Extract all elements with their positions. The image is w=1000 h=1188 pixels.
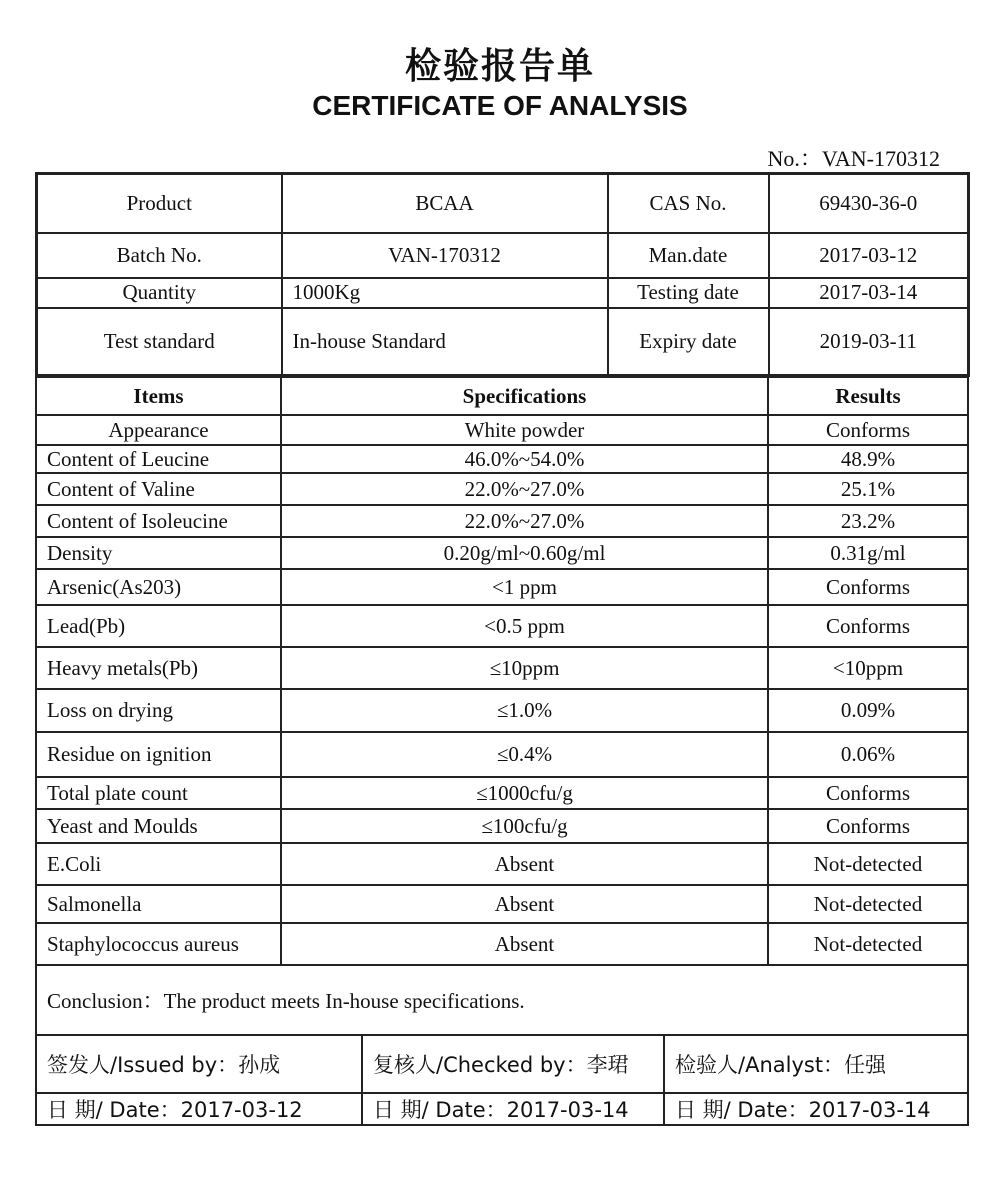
row-result: Conforms [768, 569, 968, 605]
row-item: Content of Isoleucine [36, 505, 281, 537]
row-item: Total plate count [36, 777, 281, 809]
row-result: 23.2% [768, 505, 968, 537]
man-date-value: 2017-03-12 [769, 233, 969, 278]
table-row [36, 473, 968, 505]
header-items: Items [36, 377, 281, 415]
signature-table [35, 1034, 969, 1126]
table-row [36, 777, 968, 809]
row-result: Conforms [768, 415, 968, 445]
info-row-quantity [37, 278, 969, 308]
expiry-date-value: 2019-03-11 [769, 308, 969, 376]
row-result: 0.09% [768, 689, 968, 732]
issued-by: 签发人/Issued by：孙成 [36, 1035, 362, 1093]
testing-date-label: Testing date [608, 278, 769, 308]
testing-date-value: 2017-03-14 [769, 278, 969, 308]
quantity-value: 1000Kg [282, 278, 608, 308]
row-result: <10ppm [768, 647, 968, 689]
checked-date: 日 期/ Date：2017-03-14 [362, 1093, 664, 1125]
row-spec: ≤1.0% [281, 689, 768, 732]
product-info-table [35, 172, 970, 377]
row-result: 25.1% [768, 473, 968, 505]
expiry-date-label: Expiry date [608, 308, 769, 376]
row-item: Salmonella [36, 885, 281, 923]
test-standard-label: Test standard [37, 308, 282, 376]
table-row [36, 923, 968, 965]
row-spec: ≤100cfu/g [281, 809, 768, 843]
table-row [36, 537, 968, 569]
document-title: CERTIFICATE OF ANALYSIS [312, 90, 688, 121]
row-item: Arsenic(As203) [36, 569, 281, 605]
batch-value: VAN-170312 [282, 233, 608, 278]
conclusion-row [36, 965, 968, 1035]
analyst-date: 日 期/ Date：2017-03-14 [664, 1093, 968, 1125]
product-value: BCAA [282, 174, 608, 233]
row-item: Density [36, 537, 281, 569]
signature-row [36, 1035, 968, 1093]
info-row-batch [37, 233, 969, 278]
row-spec: Absent [281, 923, 768, 965]
row-item: Heavy metals(Pb) [36, 647, 281, 689]
row-spec: Absent [281, 843, 768, 885]
info-row-standard [37, 308, 969, 376]
header-specifications: Specifications [281, 377, 768, 415]
table-row [36, 689, 968, 732]
row-result: Conforms [768, 777, 968, 809]
table-row [36, 885, 968, 923]
table-row [36, 605, 968, 647]
row-item: Residue on ignition [36, 732, 281, 777]
row-item: Loss on drying [36, 689, 281, 732]
conclusion-text: Conclusion：The product meets In-house specifications. [36, 965, 968, 1035]
analyst: 检验人/Analyst：任强 [664, 1035, 968, 1093]
row-item: Appearance [36, 415, 281, 445]
row-item: Lead(Pb) [36, 605, 281, 647]
info-row-product [37, 174, 969, 233]
row-item: Content of Valine [36, 473, 281, 505]
table-row [36, 843, 968, 885]
row-spec: ≤0.4% [281, 732, 768, 777]
row-spec: <1 ppm [281, 569, 768, 605]
table-row [36, 415, 968, 445]
cas-label: CAS No. [608, 174, 769, 233]
cas-value: 69430-36-0 [769, 174, 969, 233]
test-standard-value: In-house Standard [282, 308, 608, 376]
row-spec: White powder [281, 415, 768, 445]
row-item: E.Coli [36, 843, 281, 885]
row-spec: ≤10ppm [281, 647, 768, 689]
certificate-number: No.：VAN-170312 [767, 146, 940, 171]
row-spec: Absent [281, 885, 768, 923]
row-spec: 46.0%~54.0% [281, 445, 768, 473]
row-result: Not-detected [768, 885, 968, 923]
row-spec: ≤1000cfu/g [281, 777, 768, 809]
table-row [36, 647, 968, 689]
man-date-label: Man.date [608, 233, 769, 278]
table-row [36, 569, 968, 605]
batch-label: Batch No. [37, 233, 282, 278]
row-result: 48.9% [768, 445, 968, 473]
row-spec: 22.0%~27.0% [281, 473, 768, 505]
quantity-label: Quantity [37, 278, 282, 308]
checked-by: 复核人/Checked by：李珺 [362, 1035, 664, 1093]
row-result: Not-detected [768, 923, 968, 965]
issued-date: 日 期/ Date：2017-03-12 [36, 1093, 362, 1125]
row-spec: <0.5 ppm [281, 605, 768, 647]
row-item: Content of Leucine [36, 445, 281, 473]
row-item: Staphylococcus aureus [36, 923, 281, 965]
row-item: Yeast and Moulds [36, 809, 281, 843]
analysis-results-table [35, 376, 969, 1036]
document-title-chinese: 检验报告单 [404, 46, 595, 87]
table-header-row [36, 377, 968, 415]
row-result: Conforms [768, 605, 968, 647]
row-result: Not-detected [768, 843, 968, 885]
row-spec: 0.20g/ml~0.60g/ml [281, 537, 768, 569]
product-label: Product [37, 174, 282, 233]
table-row [36, 732, 968, 777]
table-row [36, 505, 968, 537]
row-spec: 22.0%~27.0% [281, 505, 768, 537]
table-row [36, 809, 968, 843]
row-result: 0.06% [768, 732, 968, 777]
date-row [36, 1093, 968, 1125]
table-row [36, 445, 968, 473]
row-result: Conforms [768, 809, 968, 843]
header-results: Results [768, 377, 968, 415]
row-result: 0.31g/ml [768, 537, 968, 569]
